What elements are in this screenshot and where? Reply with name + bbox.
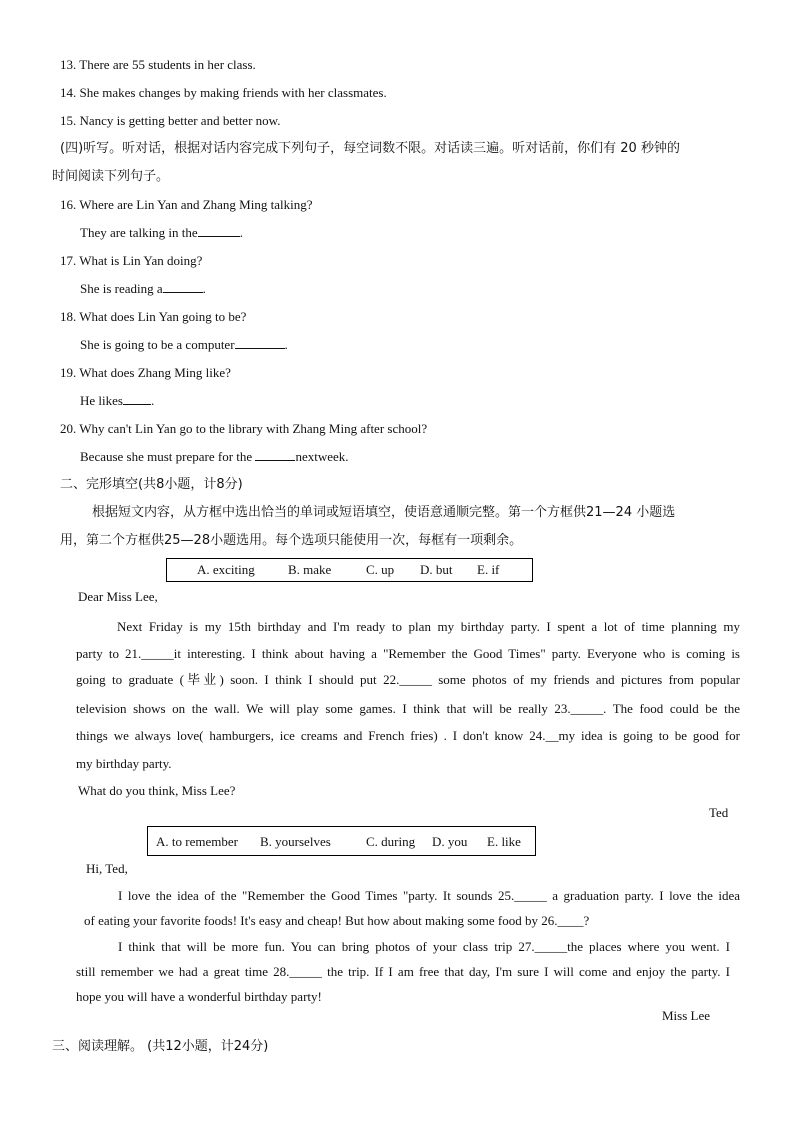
- letter-1-line: going to graduate (毕业) soon. I think I should put 22._____ some photos of my friends and pictures from popular: [76, 672, 740, 687]
- option-up: C. up: [366, 562, 395, 577]
- letter-1-closing-question: What do you think, Miss Lee?: [78, 783, 236, 798]
- answer-19-suffix: .: [150, 393, 155, 408]
- answer-line-16: [80, 225, 243, 241]
- answer-18-blank[interactable]: [235, 337, 285, 349]
- word-box-1: [166, 558, 533, 582]
- option-yourselves: B. yourselves: [260, 834, 331, 849]
- cloze-instruction-cont: 用，第二个方框供25—28小题选用。每个选项只能使用一次，每框有一项剩余。: [60, 533, 523, 548]
- letter-1-line: television shows on the wall. We will play some games. I think that will be really 23._____. The food could be the: [76, 701, 740, 716]
- answer-18-suffix: .: [284, 337, 288, 352]
- answer-19-prefix: He likes: [80, 393, 123, 408]
- option-you: D. you: [432, 834, 468, 849]
- section-4-instruction-cont: 时间阅读下列句子。: [52, 169, 170, 184]
- question-14: 14. She makes changes by making friends with her classmates.: [60, 85, 387, 100]
- letter-1-signature: Ted: [709, 805, 729, 820]
- letter-1-line: things we always love( hamburgers, ice creams and French fries) . I don't know 24.__my idea is going to be good for: [76, 728, 740, 743]
- option-but: D. but: [420, 562, 453, 577]
- question-13: 13. There are 55 students in her class.: [60, 57, 256, 72]
- answer-line-20: [80, 449, 349, 465]
- answer-20-suffix: nextweek.: [295, 449, 349, 464]
- letter-2-line: I love the idea of the "Remember the Good Times "party. It sounds 25._____ a graduation party. I love the idea: [118, 888, 740, 903]
- answer-16-prefix: They are talking in the: [80, 225, 198, 240]
- option-if: E. if: [477, 562, 500, 577]
- option-exciting: A. exciting: [197, 562, 255, 577]
- answer-17-prefix: She is reading a: [80, 281, 163, 296]
- question-18: 18. What does Lin Yan going to be?: [60, 309, 247, 324]
- answer-16-suffix: .: [239, 225, 243, 240]
- cloze-instruction: 根据短文内容，从方框中选出恰当的单词或短语填空，使语意通顺完整。第一个方框供21—24 小题选: [92, 505, 676, 520]
- question-16: 16. Where are Lin Yan and Zhang Ming talking?: [60, 197, 313, 212]
- answer-line-17: [80, 281, 206, 297]
- word-box-2: [147, 826, 536, 856]
- option-like: E. like: [487, 834, 521, 849]
- letter-2-line: of eating your favorite foods! It's easy and cheap! But how about making some food by 26.____?: [84, 913, 590, 928]
- letter-2-line: still remember we had a great time 28._____ the trip. If I am free that day, I'm sure I will come and enjoy the party. I: [76, 964, 730, 979]
- letter-2-salutation: Hi, Ted,: [86, 861, 128, 876]
- answer-18-prefix: She is going to be a computer: [80, 337, 235, 352]
- letter-2-line: I think that will be more fun. You can bring photos of your class trip 27._____the places where you went. I: [118, 939, 730, 954]
- letter-1-line: Next Friday is my 15th birthday and I'm ready to plan my birthday party. I spent a lot of time planning my: [117, 619, 740, 634]
- question-20: 20. Why can't Lin Yan go to the library with Zhang Ming after school?: [60, 421, 428, 436]
- letter-1-line: party to 21._____it interesting. I think about having a "Remember the Good Times" party. Everyone who is coming is: [76, 646, 740, 661]
- question-15: 15. Nancy is getting better and better now.: [60, 113, 281, 128]
- answer-17-blank[interactable]: [163, 281, 203, 293]
- question-17: 17. What is Lin Yan doing?: [60, 253, 203, 268]
- answer-line-19: [80, 393, 154, 409]
- answer-17-suffix: .: [202, 281, 206, 296]
- letter-1-line: my birthday party.: [76, 756, 172, 771]
- option-during: C. during: [366, 834, 416, 849]
- answer-20-blank[interactable]: [255, 449, 295, 461]
- answer-line-18: [80, 337, 288, 353]
- answer-19-blank[interactable]: [123, 393, 151, 405]
- option-to-remember: A. to remember: [156, 834, 238, 849]
- question-19: 19. What does Zhang Ming like?: [60, 365, 231, 380]
- answer-16-blank[interactable]: [198, 225, 240, 237]
- answer-20-prefix: Because she must prepare for the: [80, 449, 256, 464]
- option-make: B. make: [288, 562, 332, 577]
- letter-2-line: hope you will have a wonderful birthday party!: [76, 989, 322, 1004]
- reading-heading: 三、阅读理解。 (共12小题，计24分): [52, 1039, 269, 1054]
- letter-1-salutation: Dear Miss Lee,: [78, 589, 158, 604]
- section-4-instruction: (四)听写。听对话，根据对话内容完成下列句子，每空词数不限。对话读三遍。听对话前，你们有 20 秒钟的: [60, 141, 680, 156]
- letter-2-signature: Miss Lee: [662, 1008, 711, 1023]
- cloze-heading: 二、完形填空(共8小题，计8分): [60, 477, 243, 492]
